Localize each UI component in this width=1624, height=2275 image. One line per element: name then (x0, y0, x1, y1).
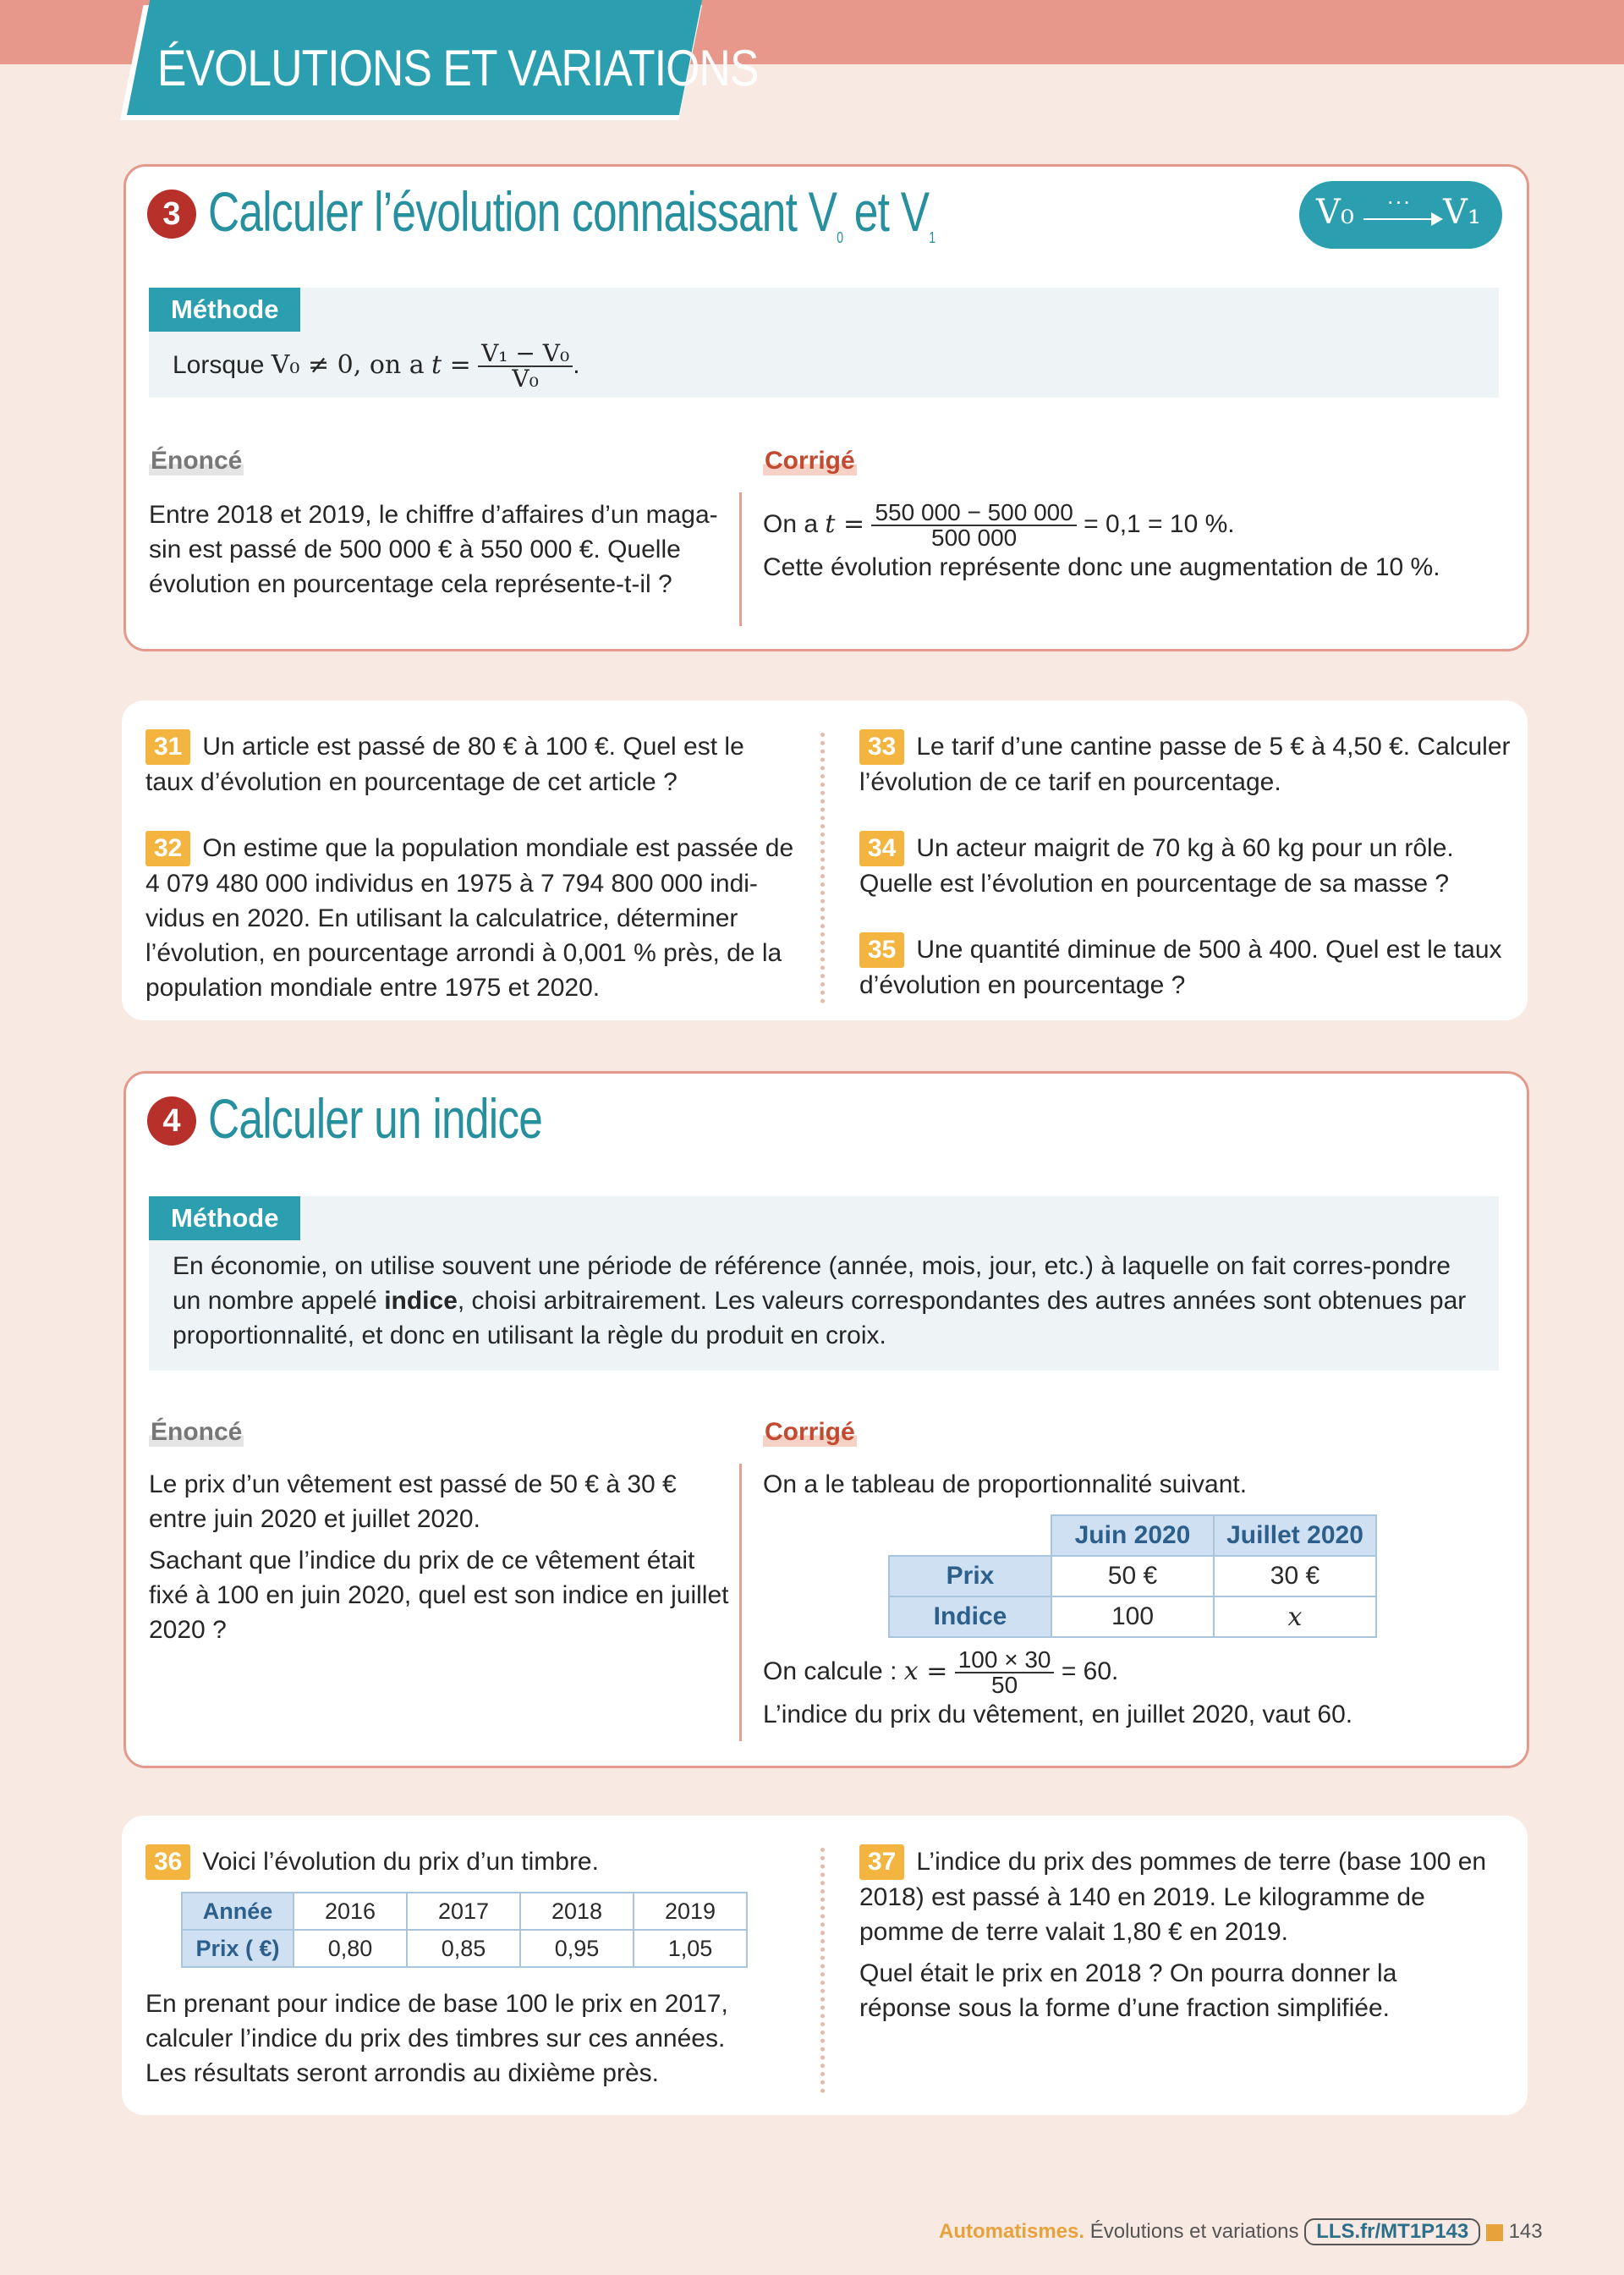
footer-link[interactable]: LLS.fr/MT1P143 (1304, 2218, 1480, 2245)
chapter-title: ÉVOLUTIONS ET VARIATIONS (157, 40, 759, 96)
section-4-enonce-p1: Le prix d’un vêtement est passé de 50 € à 30 € entre juin 2020 et juillet 2020. (149, 1470, 677, 1533)
table-cell: 50 € (1051, 1556, 1214, 1596)
table-col-juillet: Juillet 2020 (1214, 1515, 1376, 1556)
evolution-pill (1299, 181, 1502, 249)
exercises-36-37-divider (820, 1848, 825, 2093)
stamp-year: 2016 (294, 1893, 407, 1930)
stamp-year: 2019 (634, 1893, 747, 1930)
section-4-calculation: On calcule : x = $\frac{100 \times 30}{50}$ = 60. (763, 1646, 1119, 1699)
exercise-33: 33 Le tarif d’une cantine passe de 5 € à 4,50 €. Calculer l’évolution de ce tarif en pourcentage. (859, 729, 1511, 800)
pill-arrowhead-icon (1431, 212, 1443, 226)
section-3-title: Calculer l’évolution connaissant $V_0$ et $V_1$ (208, 180, 935, 247)
section-3-enonce-text: Entre 2018 et 2019, le chiffre d’affaires d’un maga-sin est passé de 500 000 € à 550 000 €. Quelle évolution en pourcentage cela représente-t-il ? (149, 501, 718, 598)
section-4-corrige-label: Corrigé (765, 1418, 855, 1446)
stamp-price-table (181, 1892, 748, 1968)
exercises-31-35-divider (820, 733, 825, 1003)
table-cell: 30 € (1214, 1556, 1376, 1596)
stamp-year: 2018 (520, 1893, 634, 1930)
page-footer (939, 2218, 1543, 2245)
proportionality-table (888, 1514, 1377, 1638)
section-4-enonce-p2: Sachant que l’indice du prix de ce vêtement était fixé à 100 en juin 2020, quel est son indice en juillet 2020 ? (149, 1547, 729, 1644)
section-3-corrige-label: Corrigé (765, 447, 855, 475)
section-4-title: Calculer un indice (208, 1087, 543, 1150)
exercise-32-number: 32 (145, 831, 190, 866)
exercise-37-question: Quel était le prix en 2018 ? On pourra donner la réponse sous la forme d’une fraction simplifiée. (859, 1959, 1397, 2022)
section-3-corrige-line1: On a t = $\frac{550 000 - 500 000}{500 000}$ = 0,1 = 10 %. (763, 499, 1235, 552)
section-4-methode-label: Méthode (149, 1196, 300, 1240)
stamp-row-prix: Prix ( €) (182, 1930, 294, 1967)
exercise-33-number: 33 (859, 729, 904, 765)
footer-chapter: Évolutions et variations (1089, 2220, 1299, 2243)
exercise-36-number: 36 (145, 1844, 190, 1880)
table-cell: x (1214, 1596, 1376, 1637)
exercise-35: 35 Une quantité diminue de 500 à 400. Quel est le taux d’évolution en pourcentage ? (859, 932, 1511, 1003)
table-row-indice: Indice (889, 1596, 1051, 1637)
exercise-31-number: 31 (145, 729, 190, 765)
section-3-corrige-line2: Cette évolution représente donc une augmentation de 10 %. (763, 553, 1440, 581)
exercise-36-question: En prenant pour indice de base 100 le prix en 2017, calculer l’indice du prix des timbres sur ces années. Les résultats seront arrondis au dixième près. (145, 1990, 728, 2087)
stamp-row-annee: Année (182, 1893, 294, 1930)
page-number: 143 (1508, 2220, 1543, 2243)
exercise-35-number: 35 (859, 932, 904, 968)
section-3-number: 3 (147, 190, 196, 239)
pill-v0: V₀ (1316, 193, 1354, 232)
exercise-34-number: 34 (859, 831, 904, 866)
footer-automatismes: Automatismes. (939, 2220, 1085, 2243)
methode-fraction: $\frac{\text{V₁ − V₀}}{\text{V₀}}$ (478, 342, 573, 391)
table-cell: 100 (1051, 1596, 1214, 1637)
section-3-divider (739, 492, 742, 626)
calc-fraction: $\frac{100 \times 30}{50}$ (955, 1648, 1055, 1697)
exercise-37-number: 37 (859, 1844, 904, 1880)
exercise-31: 31 Un article est passé de 80 € à 100 €. Quel est le taux d’évolution en pourcentage de cet article ? (145, 729, 797, 800)
section-3-enonce-label: Énoncé (151, 447, 243, 475)
pill-dots: ··· (1387, 191, 1412, 215)
section-4-methode-text: En économie, on utilise souvent une période de référence (année, mois, jour, etc.) à laquelle on fait corres-pondre un nombre appelé indice, choisi arbitrairement. Les valeurs correspondantes des autres années sont obtenues par proportionnalité, et donc en utilisant la règle du produit en croix. (173, 1252, 1467, 1349)
section-4-conclusion: L’indice du prix du vêtement, en juillet 2020, vaut 60. (763, 1701, 1353, 1728)
section-3-methode-label: Méthode (149, 288, 300, 332)
section-4-enonce-label: Énoncé (151, 1418, 243, 1446)
exercise-34: 34 Un acteur maigrit de 70 kg à 60 kg pour un rôle. Quelle est l’évolution en pourcentage de sa masse ? (859, 831, 1511, 901)
stamp-year: 2017 (407, 1893, 520, 1930)
stamp-price: 1,05 (634, 1930, 747, 1967)
exercise-36: 36 Voici l’évolution du prix d’un timbre. (145, 1844, 788, 1880)
exercise-32: 32 On estime que la population mondiale est passée de 4 079 480 000 individus en 1975 à 7 794 800 000 indi-vidus en 2020. En utilisant la calculatrice, déterminer l’évolution, en pourcentage arrondi à 0,001 % près, de la population mondiale entre 1975 et 2020. (145, 831, 797, 1005)
section-3-methode-text: Lorsque V₀ ≠ 0, on a t = $\frac{\text{V₁ − V₀}}{\text{V₀}}$ . (173, 339, 580, 393)
section-4-number: 4 (147, 1096, 196, 1146)
corrige-fraction: $\frac{550 000 - 500 000}{500 000}$ (871, 501, 1076, 550)
stamp-price: 0,85 (407, 1930, 520, 1967)
table-col-juin: Juin 2020 (1051, 1515, 1214, 1556)
section-4-corrige-intro: On a le tableau de proportionnalité suivant. (763, 1470, 1248, 1498)
footer-square-icon (1486, 2224, 1503, 2241)
section-4-divider (739, 1464, 742, 1741)
stamp-price: 0,95 (520, 1930, 634, 1967)
pill-arrow (1363, 218, 1436, 220)
table-row-prix: Prix (889, 1556, 1051, 1596)
exercise-37: 37 L’indice du prix des pommes de terre (base 100 en 2018) est passé à 140 en 2019. Le kilogramme de pomme de terre valait 1,80 € en 2019. (859, 1844, 1502, 1949)
pill-v1: V₁ (1443, 193, 1481, 232)
stamp-price: 0,80 (294, 1930, 407, 1967)
